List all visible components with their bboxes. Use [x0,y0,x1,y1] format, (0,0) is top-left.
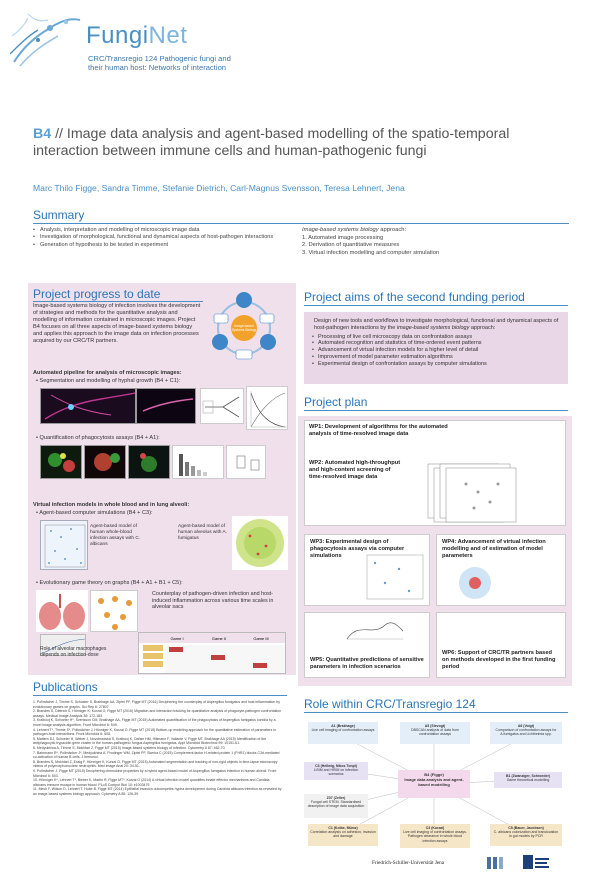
publication-item: 1. Pollmächer J, Timme S, Schuster S, Brakhage AA, Zipfel PF, Figge MT (2016) Deciphering the counterplay of Aspergillus fumigatus and host inflammation by evolutionary games on graphs. Sci Rep 6: 27807. [33,700,280,709]
publication-item: 7. Bahrmann R*, Pollmächer J*, Medyukhina A, Prodinger WM, Zipfel PF, Skerka C (2015) Complement factor H-related protein 1 (FHR1) blocks C3d-mediated co-activation of human B cells. J Immunol. [33,750,280,760]
phagocytosis-image-1 [40,445,82,479]
aims-item: • Automated recognition and statistics of time-ordered event patterns [312,340,560,347]
summary-rule [33,223,569,224]
note-macrophages: Role of alveolar macrophages depends on infection-dose [40,646,107,658]
aims-item: • Experimental design of confrontation assays by computer simulations [312,361,560,368]
pipeline-heading: Automated pipeline for analysis of microscopic images: [33,370,182,376]
svg-text:Systems Biology: Systems Biology [231,328,257,332]
aims-intro: Design of new tools and workflows to investigate morphological, functional and dynamical aspects of host-pathogen interactions by the image-based systems biology approach: [314,318,559,331]
role-node-c5: C5 (Bauer, Jacobsen) C. albicans colonization and translocation in gut models by PCR [490,824,562,846]
publication-item: 8. Brandes S, Mokhtari Z, Essig F, Hünniger K, Kurzai O, Figge MT (2015) Automated segmentation and tracking of non-rigid objects in time-lapse microscopy videos of polymorphonuclear neutrophils. Med Image Anal 20: 34-51. [33,759,278,769]
aims-heading: Project aims of the second funding period [304,290,525,304]
fungi-logo-icon [10,6,82,70]
fsu-jena-logo: Friedrich-Schiller-Universität Jena [372,860,445,866]
publication-item: 9. Pollmächer J, Figge MT (2015) Deciphering chemokine properties by a hybrid agent-based model of Aspergillus fumigatus infection in human alveoli. Front Microbiol 6: 503. [33,768,277,778]
wuerzburg-logo-icon [522,854,550,872]
role-node-c3-kurzai: C3 (Kurzai) Live cell imaging of confrontation assays. Pathogen clearance in whole blood infection assays [400,824,470,848]
aims-item: • Improvement of model parameter estimation algorithms [312,354,560,361]
publication-item: 11. Mech F, Wilson D, Lehnert T, Hube B, Figge MT (2014) Epithelial invasion outcompetes hypha development during Candida albicans infection as revealed by an image-based systems biology approach. Cytometry A 85: 126-39. [33,787,282,796]
phagocytosis-image-3 [128,445,170,479]
brand-name: FungiNet [86,22,188,49]
wp6: WP6: Support of CRC/TR partners based on methods developed in the first funding period [436,612,566,678]
image-based-systems-biology-cycle-icon [206,290,282,366]
role-node-b4-center: B4 (Figge) Image data analysis and agent-based modelling [398,770,470,798]
aims-item: • Processing of live cell microscopy data on confrontation assays [312,334,560,341]
publication-item: 3. Kraibooj K, Schoeler H*, Svensson CM, Brakhage AA, Figge MT (2015) Automated quantification of the phagocytosis of Aspergillus fumigatus conidia by a novel image analysis algorithm. Front Microbiol 6: 549. [33,718,276,727]
role-node-a6: A6 (Voigt) Comparison of confrontation assays for A.fumigatus and Lichtheimia spp. [490,722,562,744]
role-rule [304,712,568,713]
note-candida: Agent-based model of human whole-blood infection assays with C. albicans [90,524,141,547]
lungs-illustration [36,590,88,632]
hyphae-model-diagram [200,388,244,424]
progress-rule [33,301,203,302]
role-node-a5: A5 (Slevogt) DBSCAN analysis of data from confrontation assays [400,722,470,744]
game-table [138,632,286,674]
summary-heading: Summary [33,208,85,222]
plan-rule [304,410,568,411]
virtual-item: • Agent-based computer simulations (B4 + C3): [36,510,153,516]
virtual-item: • Evolutionary game theory on graphs (B4 + A1 + B1 + C5): [36,580,183,586]
progress-intro: Image-based systems biology of infection involves the development of strategies and methods for the quantitative analysis and modelling of information contained in microscopic images. Project B4 focuses on all three aspects of image-based systems biology and applies this approach to the image data on infection processes acquired by our CRC/TR partners. [33,303,201,344]
summary-bullet: • Generation of hypothesis to be tested in experiment [33,242,288,249]
hki-logo-icon [486,856,508,870]
wp1: WP1: Development of algorithms for the automated analysis of time-resolved image data [309,424,448,437]
brand-subtitle: CRC/Transregio 124 Pathogenic fungi and their human host: Networks of interaction [88,54,231,72]
role-node-c3-hellwig: C3 (Hellwig, Nikos Tonpi) LiSIM and HRIM on infection scenarios [304,762,368,780]
pipeline-item: • Segmentation and modelling of hyphal growth (B4 + C1): [36,378,181,384]
phagocytosis-bar-plot [172,445,224,479]
role-node-a1: A1 (Brakhage) Live cell imaging of confrontation assays [308,722,378,744]
game-header: Game I [170,636,184,641]
hyphae-zoom-image [136,388,196,424]
wp5: WP5: Quantitative predictions of sensitive parameters in infection scenarios [304,612,430,678]
summary-approach: Image-based systems biology approach: 1. Automated image processing 2. Derivation of quantitative measures 3. Virtual infection modelling and computer simulation [302,227,440,256]
hyphae-microscopy-image [40,388,136,424]
progress-heading: Project progress to date [33,287,161,301]
footer-logos [372,856,572,872]
virtual-heading: Virtual infection models in whole blood and in lung alveoli: [33,502,190,508]
cycle-center-label: Image-based [234,324,254,328]
blood-simulation-image [40,520,88,570]
aims-box [304,312,568,384]
note-game: Counterplay of pathogen-driven infection and host-induced inflammation across various time scales in alveolar sacs [152,591,274,611]
summary-bullet: • Investigation of morphological, functional and dynamical aspects of host-pathogen interactions [33,234,288,241]
alveolar-sac-graph [90,590,138,632]
phagocytosis-box-plot [226,445,266,479]
publications-heading: Publications [33,680,98,694]
role-diagram [304,722,564,852]
role-node-z07: Z07 (Zeller) Fungal cell STEM. Standardised description of image data acquisition [304,794,368,818]
publication-item: 5. Mattern DJ, Schoeler H, Weber J, Novohradská S, Kraibooj K, Dahse HM, Hillmann F, Valiante V, Figge MT, Brakhage AA (2015) Identification of the antiphagocytic trypacidin gene cluster in the human-pathogenic fungus Aspergillus fumigatus. Appl Microbiol Biotechnol 99: 10151-61. [33,736,267,746]
publication-list [33,700,283,796]
wp2: WP2: Automated high-throughput and high-content screening of time-resolved image data [309,460,401,480]
publication-item: 2. Brandes S, Dietrich S, Hünniger K, Kurzai O, Figge MT (2016) Migration and interaction tracking for quantitative analysis of phagocyte-pathogen confrontation assays. Medical Image Analysis 36: 172-183. [33,709,282,718]
game-header: Game III [253,636,269,641]
wp3: WP3: Experimental design of phagocytosis assays via computer simulations [304,534,430,606]
publication-item: 10. Hünniger K*, Lehnert T*, Bieber K, Martin R, Figge MT*, Kurzai O (2014) A virtual infection model quantifies innate effector mechanisms and Candida albicans immune escape in human blood. PLoS Comput Biol 10: e1003479. [33,778,270,787]
role-node-b1: B1 (Zwanziger, Schroeder) Game theoretical modelling [494,772,562,788]
role-heading: Role within CRC/Transregio 124 [304,697,476,711]
header [0,0,600,90]
publication-item: 4. Lehnert T*, Timme S*, Pollmächer J, Hünniger K, Kurzai O, Figge MT (2015) Bottom-up modeling approach for the quantitative estimation of parameters in pathogen-host interactions. Front Microbiol 6: 608. [33,727,277,737]
pipeline-item: • Quantification of phagocytosis assays (B4 + A1): [36,435,160,441]
phagocytosis-image-2 [84,445,126,479]
authors: Marc Thilo Figge, Sandra Timme, Stefanie Dietrich, Carl-Magnus Svensson, Teresa Lehnert, Jena [33,183,405,193]
note-alveolus: Agent-based model of human alveolus with A. fumigatus [178,524,228,541]
poster-title: B4 // Image data analysis and agent-based modelling of the spatio-temporal interaction between immune cells and human-pathogenic fungi [33,126,510,159]
hyphae-growth-plot [246,386,288,430]
role-node-c1: C1 (Kolbe, Mümz) Correlation analysis on adhesion, invasion and damage [308,824,378,846]
publications-rule [33,695,287,696]
alveolus-simulation-image [232,516,288,570]
aims-item: • Advancement of virtual infection models for a higher level of detail [312,347,560,354]
publication-item: 6. Medyukhina A, Timme S, Mokhtari Z, Figge MT (2015) Image-based systems biology of infection. Cytometry A 87: 462-70. [33,745,226,750]
summary-bullet: • Analysis, interpretation and modelling of microscopic image data [33,227,288,234]
summary-bullets [33,227,288,249]
plan-heading: Project plan [304,395,368,409]
wp4: WP4: Advancement of virtual infection modelling and of estimation of model parameters [436,534,566,606]
game-header: Game II [211,636,227,641]
aims-rule [304,305,568,306]
image-stack-icon [426,462,556,524]
